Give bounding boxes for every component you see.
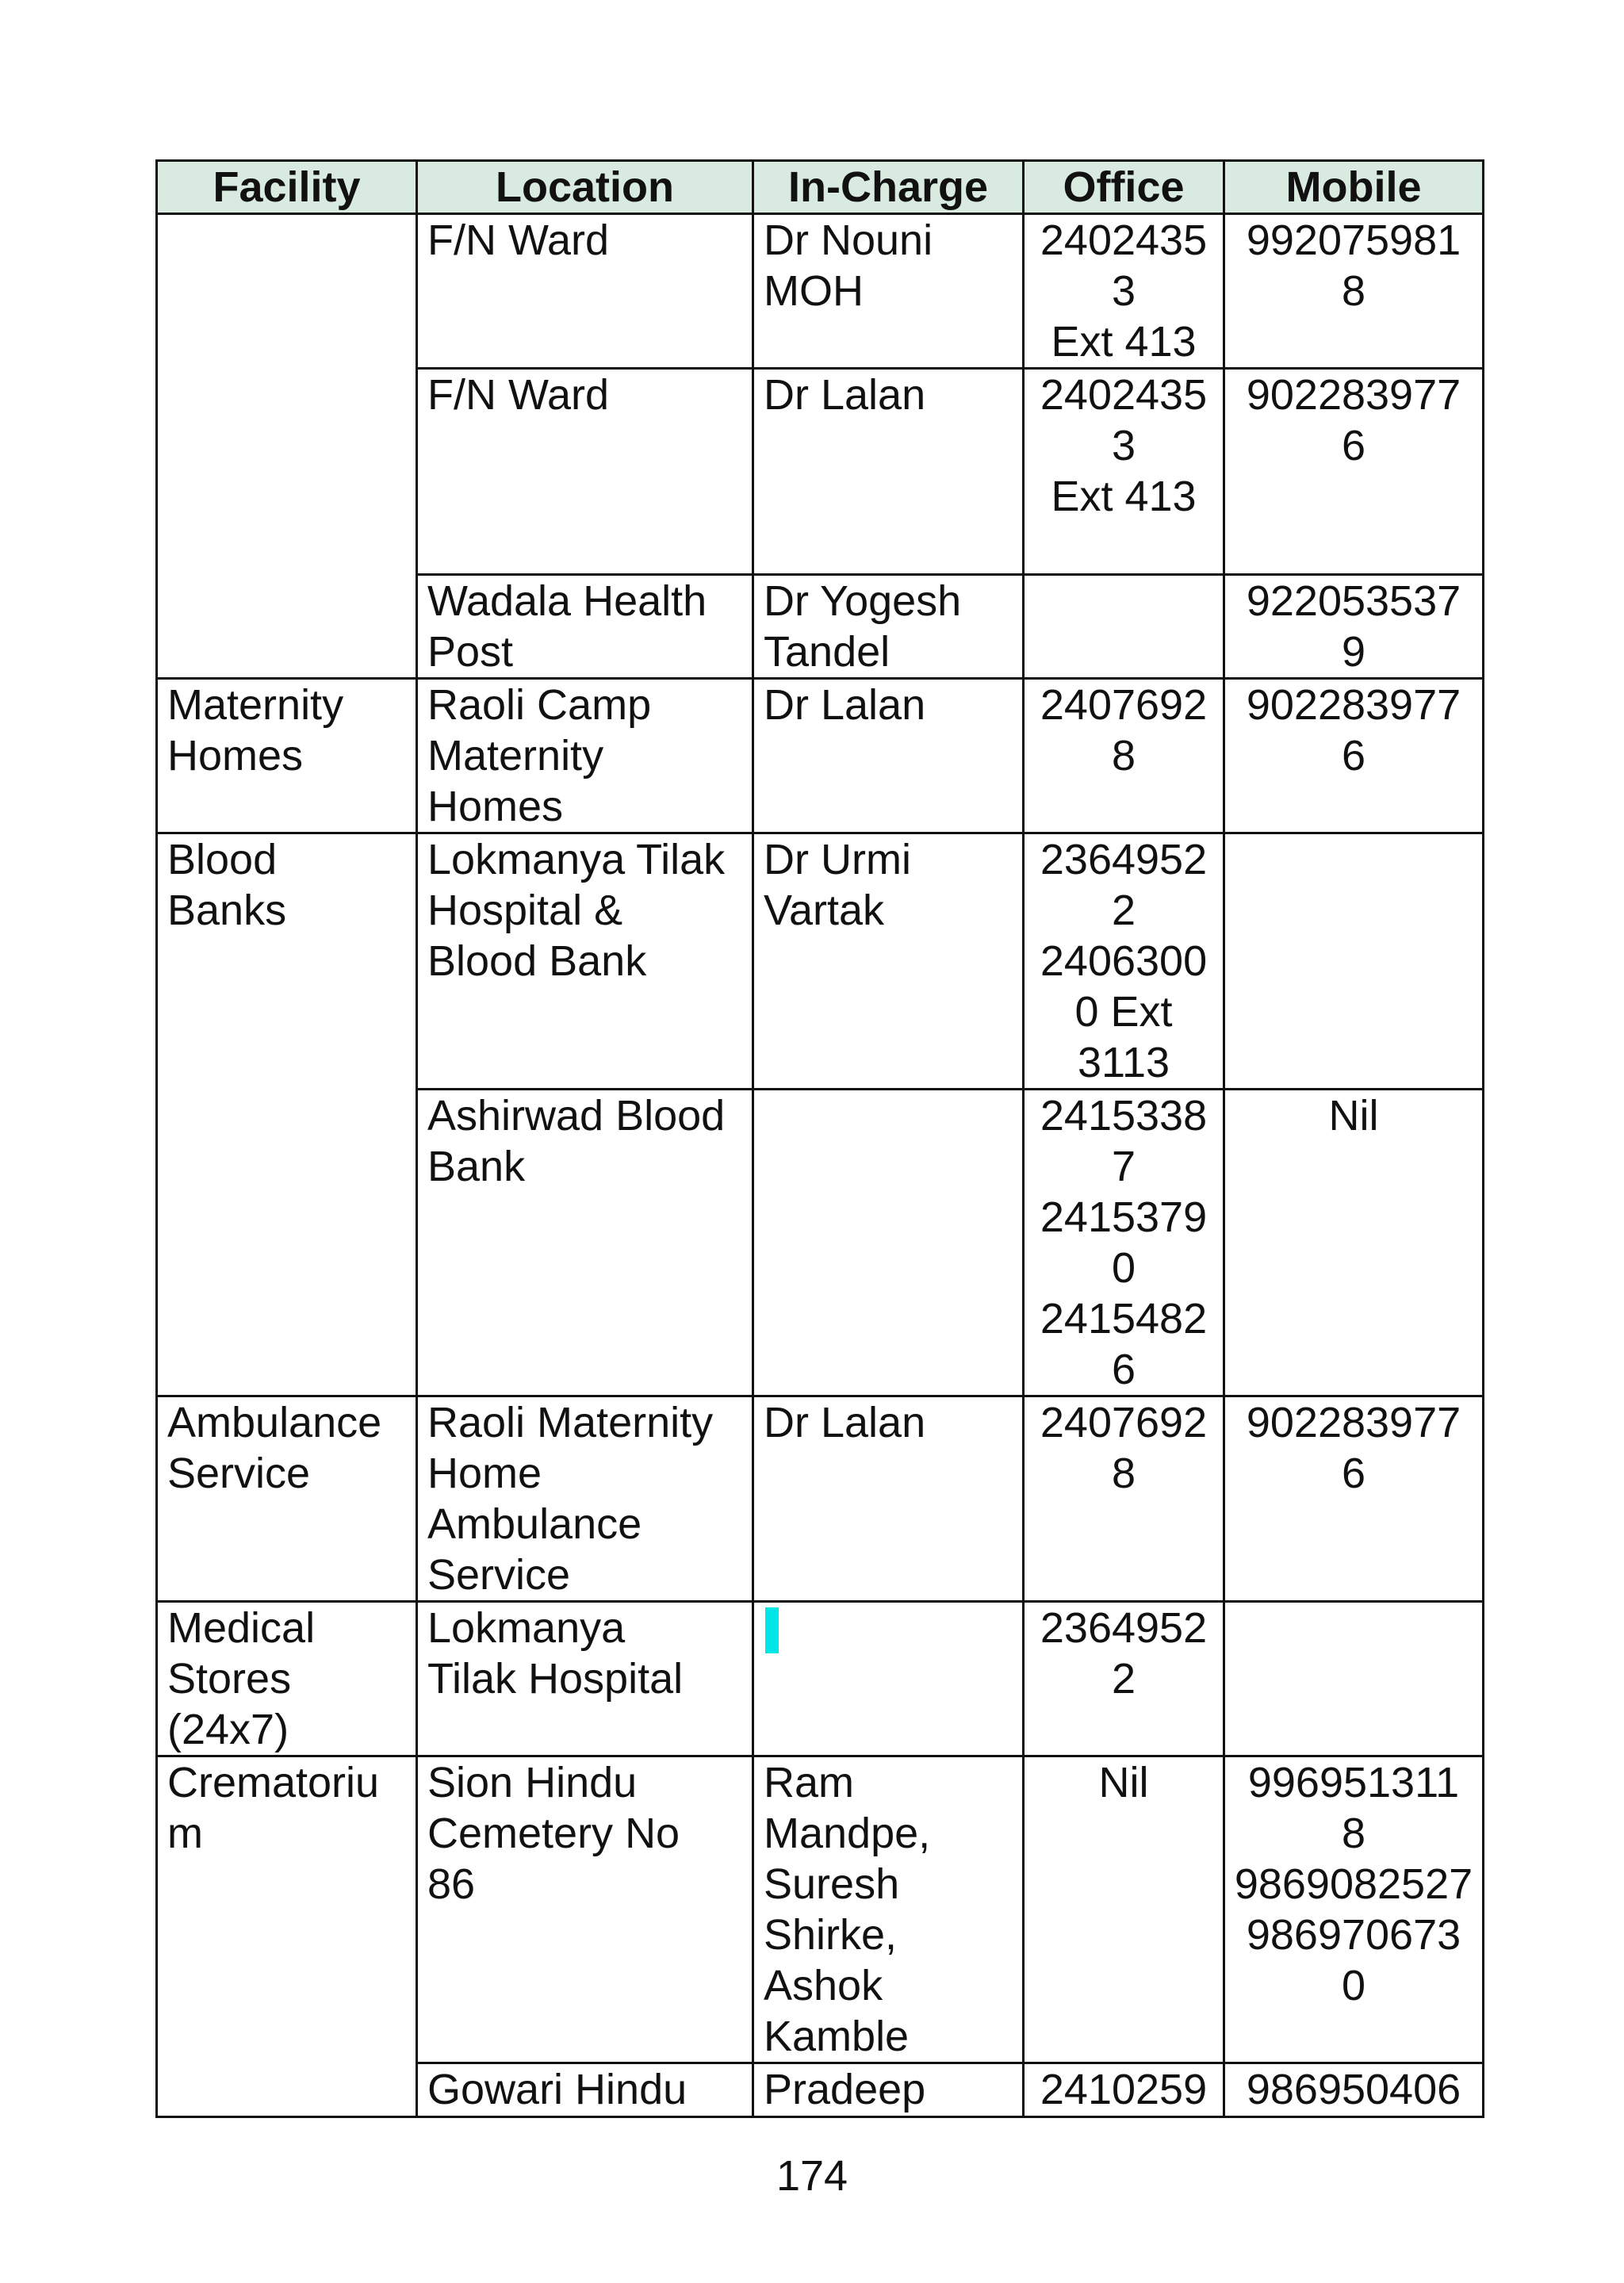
mobile-cell: 922053537 9 <box>1224 575 1484 679</box>
in-charge-cell <box>753 1090 1024 1396</box>
facility-cell: Blood Banks <box>157 833 417 1396</box>
mobile-cell: 902283977 6 <box>1224 369 1484 575</box>
mobile-cell <box>1224 833 1484 1090</box>
facility-cell: Crematoriu m <box>157 1756 417 2117</box>
mobile-cell: Nil <box>1224 1090 1484 1396</box>
facility-cell: Maternity Homes <box>157 679 417 833</box>
header-in-charge: In-Charge <box>753 161 1024 214</box>
table-row <box>157 1756 1484 2063</box>
office-cell: 2364952 2 2406300 0 Ext 3113 <box>1024 833 1224 1090</box>
header-location: Location <box>417 161 753 214</box>
in-charge-cell: Pradeep <box>753 2063 1024 2117</box>
location-cell: Raoli Maternity Home Ambulance Service <box>417 1396 753 1602</box>
location-cell: Raoli Camp Maternity Homes <box>417 679 753 833</box>
in-charge-cell: Ram Mandpe, Suresh Shirke, Ashok Kamble <box>753 1756 1024 2063</box>
header-mobile: Mobile <box>1224 161 1484 214</box>
office-cell <box>1024 575 1224 679</box>
location-cell: F/N Ward <box>417 369 753 575</box>
location-cell: Lokmanya Tilak Hospital & Blood Bank <box>417 833 753 1090</box>
in-charge-cell: Dr Yogesh Tandel <box>753 575 1024 679</box>
facility-cell: Ambulance Service <box>157 1396 417 1602</box>
facility-cell <box>157 214 417 679</box>
mobile-cell: 992075981 8 <box>1224 214 1484 369</box>
location-cell: Lokmanya Tilak Hospital <box>417 1602 753 1756</box>
office-cell: 2402435 3 Ext 413 <box>1024 369 1224 575</box>
location-cell: Sion Hindu Cemetery No 86 <box>417 1756 753 2063</box>
table-row <box>157 1602 1484 1756</box>
table-header-row <box>157 161 1484 214</box>
mobile-cell: 902283977 6 <box>1224 1396 1484 1602</box>
in-charge-cell: Dr Urmi Vartak <box>753 833 1024 1090</box>
table-row <box>157 833 1484 1090</box>
office-cell: 2410259 <box>1024 2063 1224 2117</box>
location-cell: F/N Ward <box>417 214 753 369</box>
in-charge-cell: Dr Nouni MOH <box>753 214 1024 369</box>
office-cell: 2415338 7 2415379 0 2415482 6 <box>1024 1090 1224 1396</box>
header-facility: Facility <box>157 161 417 214</box>
location-cell: Wadala Health Post <box>417 575 753 679</box>
mobile-cell <box>1224 1602 1484 1756</box>
in-charge-cell[interactable] <box>753 1602 1024 1756</box>
table-row <box>157 214 1484 369</box>
location-cell: Gowari Hindu <box>417 2063 753 2117</box>
location-cell: Ashirwad Blood Bank <box>417 1090 753 1396</box>
text-cursor <box>765 1607 779 1653</box>
header-office: Office <box>1024 161 1224 214</box>
table-row <box>157 679 1484 833</box>
mobile-cell: 902283977 6 <box>1224 679 1484 833</box>
facility-cell: Medical Stores (24x7) <box>157 1602 417 1756</box>
office-cell: Nil <box>1024 1756 1224 2063</box>
in-charge-cell: Dr Lalan <box>753 1396 1024 1602</box>
facility-contact-table <box>155 159 1484 2118</box>
office-cell: 2407692 8 <box>1024 679 1224 833</box>
table-row <box>157 1396 1484 1602</box>
in-charge-cell: Dr Lalan <box>753 369 1024 575</box>
in-charge-cell: Dr Lalan <box>753 679 1024 833</box>
office-cell: 2364952 2 <box>1024 1602 1224 1756</box>
mobile-cell: 996951311 8 9869082527 986970673 0 <box>1224 1756 1484 2063</box>
office-cell: 2407692 8 <box>1024 1396 1224 1602</box>
page-number: 174 <box>776 2152 848 2200</box>
mobile-cell: 986950406 <box>1224 2063 1484 2117</box>
office-cell: 2402435 3 Ext 413 <box>1024 214 1224 369</box>
